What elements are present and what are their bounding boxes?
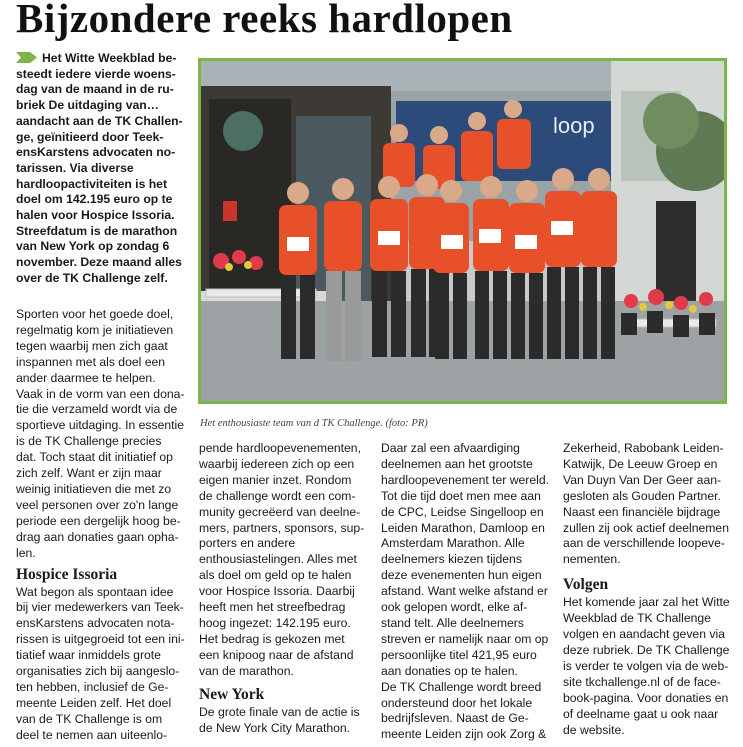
body-line: deelnemers kiezen tijdens bbox=[381, 552, 522, 567]
arrow-icon bbox=[16, 52, 37, 63]
body-line: drag aan donaties gaan opha- bbox=[16, 529, 179, 544]
headline: Bijzondere reeks hardlopen bbox=[16, 0, 513, 41]
body-line: ander daarmee te helpen. bbox=[16, 370, 156, 385]
intro-line: Het Witte Weekblad be- bbox=[42, 51, 177, 65]
body-line: hardloopevenement ter wereld. bbox=[381, 472, 550, 487]
body-line: als doel om geld op te halen bbox=[199, 568, 352, 583]
body-line: zich zelf. Want er zijn maar bbox=[16, 466, 162, 481]
body-line: zullen zij ook actief deelnemen bbox=[563, 520, 729, 535]
column-1 bbox=[16, 307, 191, 744]
body-line: Leiden Marathon, Damloop en bbox=[381, 520, 545, 535]
body-line: een knipoog naar de afstand bbox=[199, 647, 354, 662]
body-line: book-pagina. Voor donaties en bbox=[563, 690, 729, 705]
body-line: de challenge wordt een com- bbox=[199, 488, 356, 503]
intro-line: dag van de maand in de ru- bbox=[16, 82, 174, 97]
body-line: heeft men het streefbedrag bbox=[199, 600, 346, 615]
body-line: bedrijfsleven. Naast de Ge- bbox=[381, 711, 529, 726]
body-line: tie die verzameld wordt via de bbox=[16, 402, 178, 417]
body-line: Zekerheid, Rabobank Leiden- bbox=[563, 441, 724, 455]
body-line: Tot die tijd doet men mee aan bbox=[381, 488, 541, 503]
column-3-text bbox=[381, 441, 556, 743]
heading-hospice: Hospice Issoria bbox=[16, 565, 118, 583]
column-4-text bbox=[563, 441, 738, 568]
intro-line: briek De uitdaging van… bbox=[16, 98, 159, 113]
column-2 bbox=[199, 441, 375, 736]
body-line: persoonlijke titel 421,95 euro bbox=[381, 647, 537, 662]
body-line: ensKarstens advocaten nota- bbox=[16, 616, 175, 631]
intro-line: doel om 142.195 euro op te bbox=[16, 192, 173, 207]
intro-paragraph bbox=[16, 51, 190, 287]
intro-line: tarissen. Via diverse bbox=[16, 160, 134, 175]
body-line: Weekblad de TK Challenge bbox=[563, 611, 711, 626]
body-line: deze rubriek. De TK Challenge bbox=[563, 642, 730, 657]
intro-line: over de TK Challenge zelf. bbox=[16, 270, 168, 285]
body-line: meente Leiden zijn ook Zorg & bbox=[381, 727, 547, 742]
body-line: Het bedrag is gekozen met bbox=[199, 631, 345, 646]
column-3 bbox=[381, 441, 556, 743]
body-line: aan de verschillende loopeve- bbox=[563, 536, 725, 551]
body-line: deze evenementen hun eigen bbox=[381, 568, 542, 583]
body-line: volgen en aandacht geven via bbox=[563, 627, 725, 642]
body-line: meente Leiden zelf. Het doel bbox=[16, 695, 172, 710]
body-line: de New York City Marathon. bbox=[199, 720, 351, 735]
body-line: porters en andere bbox=[199, 536, 296, 551]
intro-line: hardloopactiviteiten is het bbox=[16, 176, 168, 191]
body-line: deel te nemen aan uiteenlo- bbox=[16, 727, 168, 742]
column-1b-text bbox=[16, 585, 191, 744]
column-2-text bbox=[199, 441, 375, 680]
column-4b-text bbox=[563, 595, 738, 738]
body-line: site tkchallenge.nl of de face- bbox=[563, 674, 721, 689]
body-line: sportieve uitdaging. In essentie bbox=[16, 418, 185, 433]
intro-line: halen voor Hospice Issoria. bbox=[16, 208, 175, 223]
intro-line: aandacht aan de TK Challen- bbox=[16, 113, 183, 128]
body-line: de website. bbox=[563, 722, 625, 737]
body-line: de CPC, Leidse Singelloop en bbox=[381, 504, 544, 519]
body-line: waarbij iedereen zich op een bbox=[199, 456, 355, 471]
body-line: Sporten voor het goede doel, bbox=[16, 307, 174, 321]
body-line: deelnemen aan het grootste bbox=[381, 456, 533, 471]
body-line: of deelname gaat u ook naar bbox=[563, 706, 719, 721]
body-line: voor Hospice Issoria. Daarbij bbox=[199, 584, 355, 599]
body-line: Daar zal een afvaardiging bbox=[381, 441, 520, 455]
intro-line: van New York op zondag 6 bbox=[16, 239, 170, 254]
body-line: stand telt. Alle deelnemers bbox=[381, 615, 524, 630]
body-line: regelmatig kom je initiatieven bbox=[16, 322, 174, 337]
intro-line: ge, geïnitieerd door Teek- bbox=[16, 129, 164, 144]
body-line: Katwijk, De Leeuw Groep en bbox=[563, 456, 718, 471]
body-line: len. bbox=[16, 545, 36, 560]
body-line: Naast een financiële bijdrage bbox=[563, 504, 721, 519]
heading-volgen: Volgen bbox=[563, 576, 609, 594]
team-photo-illustration bbox=[201, 61, 724, 401]
column-1-text bbox=[16, 307, 191, 562]
body-line: hoog ingezet: 142.195 euro. bbox=[199, 615, 351, 630]
body-line: De grote finale van de actie is bbox=[199, 704, 360, 719]
body-line: Wat begon als spontaan idee bbox=[16, 584, 174, 599]
body-line: Vaak in de vorm van een dona- bbox=[16, 386, 185, 401]
intro-line: steedt iedere vierde woens- bbox=[16, 66, 176, 81]
body-line: De TK Challenge wordt breed bbox=[381, 679, 542, 694]
body-line: aan donaties op te halen. bbox=[381, 663, 518, 678]
body-line: Amsterdam Marathon. Alle bbox=[381, 536, 525, 551]
body-line: tiatief waar inmiddels grote bbox=[16, 648, 161, 663]
body-line: van de TK Challenge is om bbox=[16, 711, 163, 726]
body-line: periode een dergelijk hoog be- bbox=[16, 513, 181, 528]
intro-line: november. Deze maand alles bbox=[16, 255, 182, 270]
body-line: enthousiastelingen. Alles met bbox=[199, 552, 357, 567]
heading-new-york: New York bbox=[199, 685, 265, 703]
body-line: pende hardloopevenementen, bbox=[199, 441, 361, 455]
body-line: bij vier medewerkers van Teek- bbox=[16, 600, 184, 615]
body-line: weinig initiatieven die met zo bbox=[16, 481, 172, 496]
body-line: streven er namelijk naar om op bbox=[381, 631, 549, 646]
body-line: munity gecreëerd van deelne- bbox=[199, 504, 361, 519]
body-line: organisaties zich bij aangeslo- bbox=[16, 664, 180, 679]
body-line: afstand. Want welke afstand er bbox=[381, 584, 548, 599]
body-line: inspannen met als doel een bbox=[16, 354, 166, 369]
body-line: is verder te volgen via de web- bbox=[563, 658, 729, 673]
body-line: mers, partners, sponsors, sup- bbox=[199, 520, 365, 535]
body-line: gesloten als Gouden Partner. bbox=[563, 488, 721, 503]
body-line: is de TK Challenge precies bbox=[16, 434, 162, 449]
body-line: veel personen over zo'n lange bbox=[16, 497, 179, 512]
column-4 bbox=[563, 441, 738, 738]
body-line: Van Duyn Van Der Geer aan- bbox=[563, 472, 722, 487]
banner-text: loop bbox=[553, 113, 595, 138]
body-line: nementen. bbox=[563, 552, 621, 567]
body-line: dat. Toch staat dit initiatief op bbox=[16, 450, 173, 465]
body-line: ondersteund door het lokale bbox=[381, 695, 533, 710]
body-line: van de marathon. bbox=[199, 663, 294, 678]
body-line: Het komende jaar zal het Witte bbox=[563, 595, 730, 610]
team-photo bbox=[198, 58, 727, 404]
body-line: eigen manier inzet. Rondom bbox=[199, 472, 352, 487]
column-2b-text bbox=[199, 705, 375, 737]
body-line: tegen waarbij men zich gaat bbox=[16, 338, 168, 353]
body-line: rissen is uitgegroeid tot een ini- bbox=[16, 632, 185, 647]
intro-line: ensKarstens advocaten no- bbox=[16, 145, 176, 160]
body-line: ook gelopen wordt, elke af- bbox=[381, 600, 528, 615]
photo-caption: Het enthousiaste team van d TK Challenge. (foto: PR) bbox=[200, 418, 428, 429]
body-line: ten hebben, inclusief de Ge- bbox=[16, 679, 169, 694]
intro-line: Streefdatum is de marathon bbox=[16, 223, 178, 238]
